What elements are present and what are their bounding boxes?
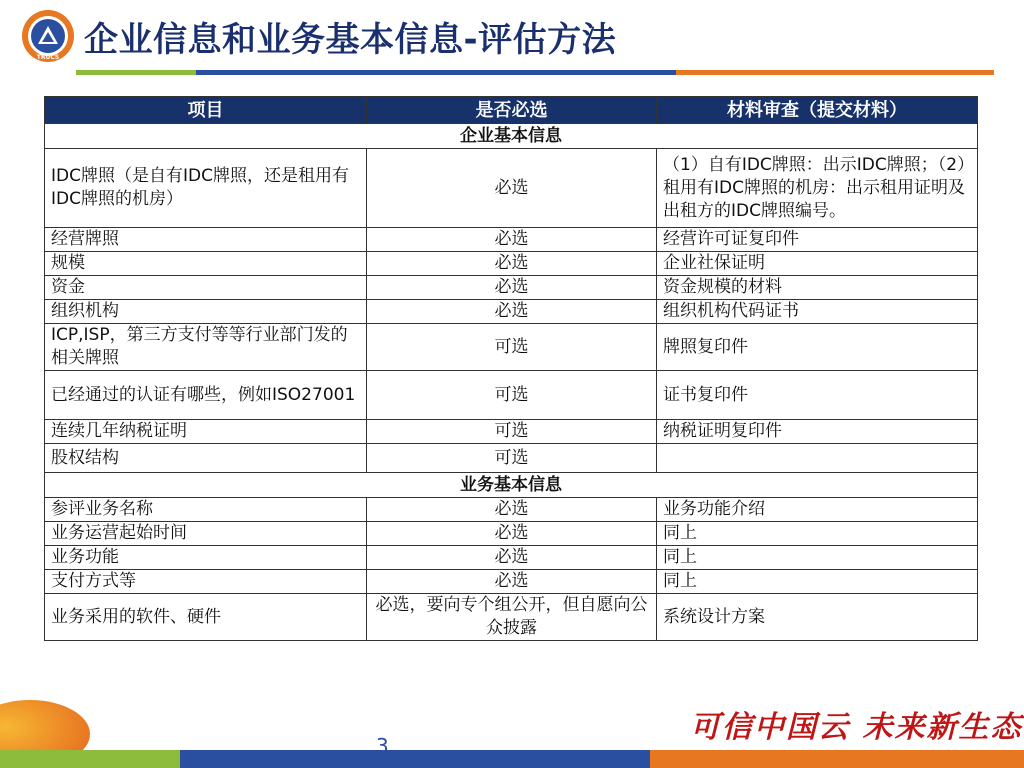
section-title: 企业基本信息 (45, 124, 978, 149)
cell-required: 必选 (367, 228, 657, 252)
cell-material (657, 444, 978, 473)
header-item: 项目 (45, 97, 367, 124)
cell-item: 规模 (45, 252, 367, 276)
title-underline (76, 70, 994, 75)
cell-item: 参评业务名称 (45, 498, 367, 522)
cell-required: 可选 (367, 444, 657, 473)
page-number: 3 (376, 734, 389, 758)
cell-item: 经营牌照 (45, 228, 367, 252)
table-row (45, 228, 978, 252)
cell-material: 同上 (657, 570, 978, 594)
cell-required: 必选，要向专个组公开，但自愿向公众披露 (367, 594, 657, 641)
cell-material: 牌照复印件 (657, 324, 978, 371)
section-title: 业务基本信息 (45, 473, 978, 498)
cell-material: 经营许可证复印件 (657, 228, 978, 252)
logo-text: TRUCS (36, 54, 60, 61)
cell-material: 业务功能介绍 (657, 498, 978, 522)
footer-bar (0, 750, 1024, 768)
header-required: 是否必选 (367, 97, 657, 124)
cell-required: 必选 (367, 546, 657, 570)
cell-required: 必选 (367, 149, 657, 228)
table-row (45, 522, 978, 546)
table-row (45, 444, 978, 473)
table-row (45, 570, 978, 594)
section-row (45, 124, 978, 149)
cell-item: 组织机构 (45, 300, 367, 324)
cell-material: 证书复印件 (657, 371, 978, 420)
cell-item: 连续几年纳税证明 (45, 420, 367, 444)
cell-material: 同上 (657, 522, 978, 546)
header-material: 材料审查（提交材料） (657, 97, 978, 124)
cell-required: 必选 (367, 522, 657, 546)
cell-required: 可选 (367, 420, 657, 444)
cell-required: 必选 (367, 570, 657, 594)
slogan: 可信中国云 未来新生态 (690, 710, 1023, 745)
cell-material: 企业社保证明 (657, 252, 978, 276)
table-row (45, 324, 978, 371)
table-row (45, 546, 978, 570)
table-row (45, 594, 978, 641)
cell-item: 已经通过的认证有哪些，例如ISO27001 (45, 371, 367, 420)
cell-item: 资金 (45, 276, 367, 300)
table-row (45, 371, 978, 420)
cell-material: 纳税证明复印件 (657, 420, 978, 444)
cell-material: 同上 (657, 546, 978, 570)
table-row (45, 498, 978, 522)
section-row (45, 473, 978, 498)
cell-required: 可选 (367, 371, 657, 420)
cell-required: 必选 (367, 252, 657, 276)
table-row (45, 252, 978, 276)
table-row (45, 276, 978, 300)
evaluation-table (44, 96, 978, 641)
cell-required: 必选 (367, 300, 657, 324)
table-row (45, 300, 978, 324)
cell-required: 必选 (367, 498, 657, 522)
cell-item: 业务功能 (45, 546, 367, 570)
cell-material: 系统设计方案 (657, 594, 978, 641)
cell-item: ICP,ISP，第三方支付等等行业部门发的相关牌照 (45, 324, 367, 371)
cell-item: 业务采用的软件、硬件 (45, 594, 367, 641)
table-row (45, 420, 978, 444)
table-header-row (45, 97, 978, 124)
slide-title: 企业信息和业务基本信息-评估方法 (84, 20, 617, 60)
cell-item: 支付方式等 (45, 570, 367, 594)
cell-required: 可选 (367, 324, 657, 371)
cell-material: （1）自有IDC牌照：出示IDC牌照；（2）租用有IDC牌照的机房：出示租用证明及出租方的IDC牌照编号。 (657, 149, 978, 228)
cell-required: 必选 (367, 276, 657, 300)
table-row (45, 149, 978, 228)
cell-item: IDC牌照（是自有IDC牌照，还是租用有IDC牌照的机房） (45, 149, 367, 228)
cell-item: 业务运营起始时间 (45, 522, 367, 546)
cell-material: 资金规模的材料 (657, 276, 978, 300)
trucs-logo-icon (20, 8, 76, 64)
cell-material: 组织机构代码证书 (657, 300, 978, 324)
cell-item: 股权结构 (45, 444, 367, 473)
